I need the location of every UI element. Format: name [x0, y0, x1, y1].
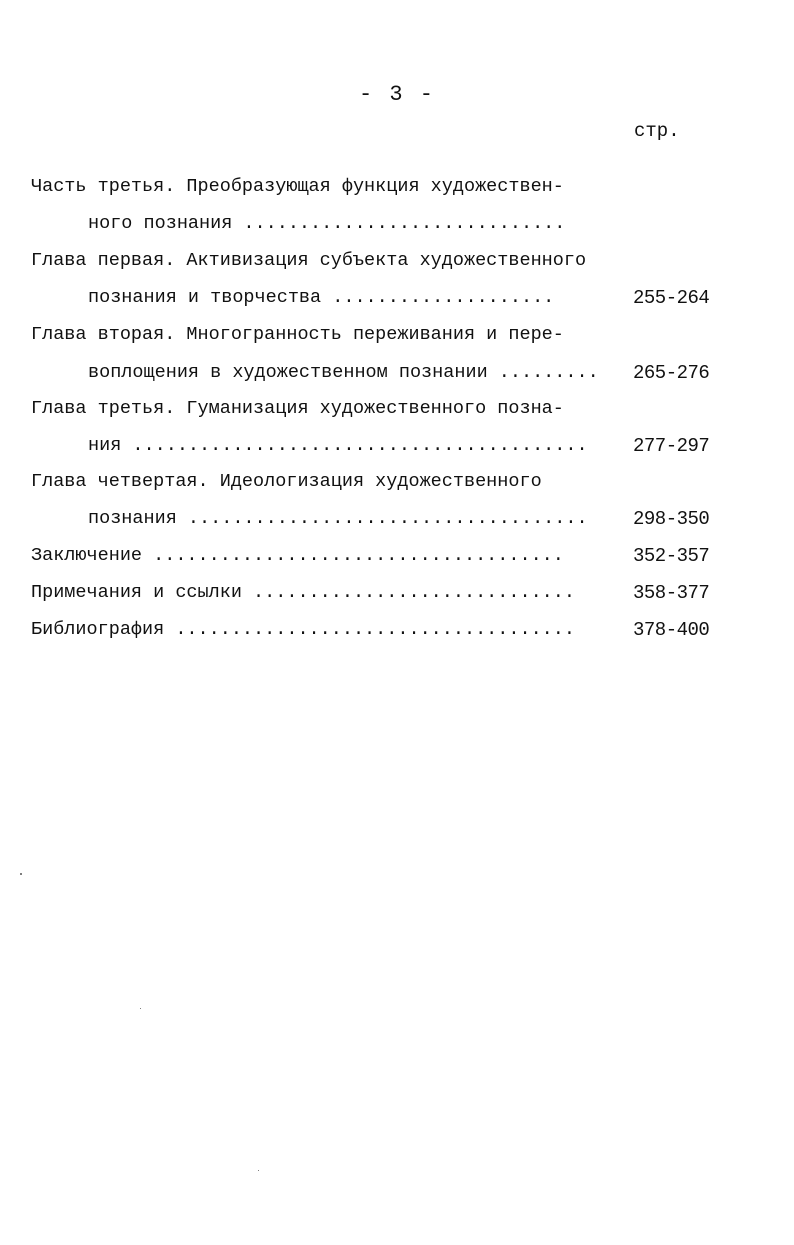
toc-entry-title-line: Заключение .....................................: [31, 545, 564, 566]
toc-entry-title-line: Библиография ....................................: [31, 619, 575, 640]
toc-entry-title-line: Глава первая. Активизация субъекта художественного: [31, 250, 587, 271]
toc-entry-title-line: познания ....................................: [88, 508, 588, 529]
toc-entry-pages: 265-276: [633, 362, 710, 384]
toc-entry-pages: 352-357: [633, 545, 710, 567]
toc-entry-pages: 298-350: [633, 508, 710, 530]
toc-entry-title-line: Глава вторая. Многогранность переживания и пере-: [31, 324, 564, 345]
scan-speck: [20, 873, 22, 875]
scan-speck: [258, 1170, 259, 1171]
page-number: - 3 -: [358, 82, 435, 107]
toc-entry-title-line: Часть третья. Преобразующая функция художествен-: [31, 176, 564, 197]
toc-entry-title-line: воплощения в художественном познании .........: [88, 362, 599, 383]
toc-entry-title-line: ного познания .............................: [88, 213, 566, 234]
toc-entry-title-line: Примечания и ссылки .............................: [31, 582, 575, 603]
toc-entry-title-line: познания и творчества ....................: [88, 287, 555, 308]
scan-speck: [140, 1008, 141, 1009]
toc-entry-pages: 255-264: [633, 287, 710, 309]
toc-entry-pages: 277-297: [633, 435, 710, 457]
pages-column-header: стр.: [634, 120, 680, 142]
toc-entry-pages: 358-377: [633, 582, 710, 604]
toc-entry-title-line: ния .........................................: [88, 435, 588, 456]
toc-entry-title-line: Глава четвертая. Идеологизация художественного: [31, 471, 542, 492]
toc-entry-title-line: Глава третья. Гуманизация художественного позна-: [31, 398, 564, 419]
toc-entry-pages: 378-400: [633, 619, 710, 641]
